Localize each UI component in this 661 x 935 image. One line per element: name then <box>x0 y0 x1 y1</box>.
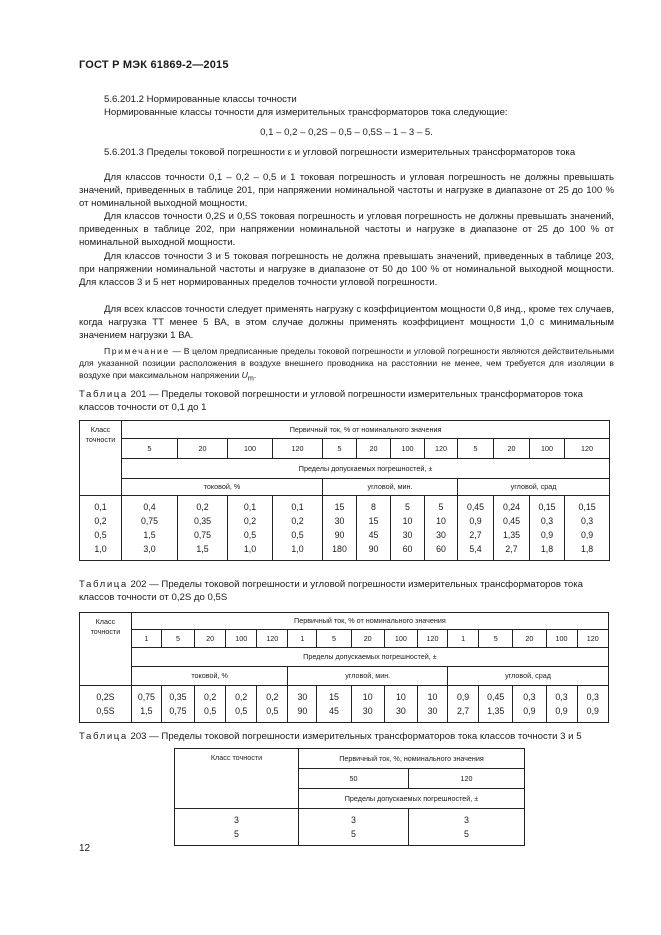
limit-value: 1,0 <box>273 542 323 561</box>
limit-value: 30 <box>351 704 384 723</box>
class-header: Класс точности <box>175 749 299 809</box>
limit-value: 5 <box>425 496 458 515</box>
current-value: 120 <box>273 439 323 459</box>
limit-value: 0,2 <box>178 496 228 515</box>
limit-value: 30 <box>417 704 447 723</box>
limit-value: 30 <box>391 528 425 542</box>
limit-value: 0,5 <box>273 528 323 542</box>
paragraph-table201-ref: Для классов точности 0,1 – 0,2 – 0,5 и 1 токовая погрешность и угловая погрешность не должны превышать значений, приведенных в таблице 201, при напряжении номинальной частоты и нагрузке в диапазоне от 25 до 100 % от номинальной выходной мощности. <box>79 172 614 210</box>
limit-value: 60 <box>425 542 458 561</box>
limit-value: 2,7 <box>448 704 479 723</box>
limit-value: 3 <box>299 809 409 828</box>
current-value: 100 <box>384 630 417 648</box>
current-value: 5 <box>479 630 513 648</box>
current-value: 5 <box>161 630 194 648</box>
limit-value: 5 <box>391 496 425 515</box>
current-value: 5 <box>122 439 178 459</box>
class-value: 5 <box>175 827 299 846</box>
current-value: 100 <box>546 630 577 648</box>
limit-value: 45 <box>317 704 351 723</box>
current-value: 5 <box>323 439 357 459</box>
current-value: 20 <box>351 630 384 648</box>
limit-value: 0,35 <box>161 686 194 705</box>
table-row <box>80 686 609 705</box>
limit-value: 5 <box>409 827 525 846</box>
class-value: 0,1 <box>80 496 122 515</box>
note: Примечание — В целом предписанные пределы токовой погрешности и угловой погрешности являются действительными для указанной позиции расположения в воздухе внешнего проводника на расстоянии не менее, чем требуется для изоляции в воздухе при максимальном напряжении $U_m$. <box>79 346 614 383</box>
limit-value: 15 <box>357 514 391 528</box>
limits-header: Пределы допускаемых погрешностей, ± <box>131 648 608 667</box>
limit-value: 10 <box>417 686 447 705</box>
limit-value: 0,5 <box>195 704 226 723</box>
current-value: 5 <box>317 630 351 648</box>
class-value: 0,2 <box>80 514 122 528</box>
table-row <box>175 827 525 846</box>
limit-value: 90 <box>288 704 317 723</box>
limit-value: 0,3 <box>577 686 608 705</box>
current-value: 1 <box>288 630 317 648</box>
class-value: 1,0 <box>80 542 122 561</box>
current-value: 20 <box>178 439 228 459</box>
limit-value: 0,2 <box>228 514 273 528</box>
limit-value: 1,8 <box>565 542 610 561</box>
table202-caption: Таблица 202 — Пределы токовой погрешности и угловой погрешности измерительных трансформаторов тока классов точности от 0,2S до 0,5S <box>79 579 583 603</box>
paragraph-table202-ref: Для классов точности 0,2S и 0,5S токовая погрешность и угловая погрешность не должны превышать значений, приведенных в таблице 202, при напряжении номинальной частоты и нагрузке в диапазоне от 25 до 100 % от номинальной выходной мощности. <box>79 211 614 249</box>
limits-header: Пределы допускаемых погрешностей, ± <box>122 459 610 479</box>
note-subscript: m <box>247 374 254 383</box>
section-title-classes: 5.6.201.2 Нормированные классы точности <box>104 94 297 105</box>
current-value: 100 <box>530 439 565 459</box>
current-value: 50 <box>299 769 409 789</box>
limit-value: 0,1 <box>273 496 323 515</box>
note-symbol: U <box>241 370 248 380</box>
current-value: 120 <box>577 630 608 648</box>
limit-value: 8 <box>357 496 391 515</box>
limit-value: 60 <box>391 542 425 561</box>
limit-value: 0,75 <box>161 704 194 723</box>
table-201 <box>79 420 610 561</box>
current-value: 100 <box>391 439 425 459</box>
angle-min-header: угловой, мин. <box>323 479 458 496</box>
current-value: 5 <box>458 439 494 459</box>
standard-header: ГОСТ Р МЭК 61869-2—2015 <box>79 59 229 71</box>
limit-value: 0,2 <box>195 686 226 705</box>
limit-value: 1,5 <box>122 528 178 542</box>
limit-value: 0,2 <box>273 514 323 528</box>
table-row <box>80 496 610 515</box>
classes-intro: Нормированные классы точности для измерительных трансформаторов тока следующие: <box>104 107 508 118</box>
limit-value: 0,9 <box>458 514 494 528</box>
table-row <box>175 809 525 828</box>
current-value: 120 <box>425 439 458 459</box>
section-title-limits: 5.6.201.3 Пределы токовой погрешности ε и угловой погрешности измерительных трансформаторов тока <box>104 147 576 158</box>
limit-value: 1,5 <box>131 704 161 723</box>
limit-value: 30 <box>288 686 317 705</box>
limit-value: 0,9 <box>546 704 577 723</box>
limit-value: 10 <box>391 514 425 528</box>
paragraph-power-factor: Для всех классов точности следует применять нагрузку с коэффициентом мощности 0,8 инд., кроме тех случаев, когда нагрузка ТТ менее 5 ВА, в этом случае должны применять коэффициент мощности 1,0 с минимальным значением нагрузки 1 ВА. <box>79 304 614 342</box>
angle-min-header: угловой, мин. <box>288 667 448 686</box>
limit-value: 90 <box>323 528 357 542</box>
limit-value: 10 <box>351 686 384 705</box>
current-value: 120 <box>409 769 525 789</box>
limit-value: 0,2 <box>226 686 257 705</box>
limit-value: 1,8 <box>530 542 565 561</box>
limit-value: 30 <box>425 528 458 542</box>
current-value: 1 <box>448 630 479 648</box>
limit-value: 180 <box>323 542 357 561</box>
limit-value: 0,9 <box>577 704 608 723</box>
table-row <box>80 528 610 542</box>
limit-value: 0,75 <box>178 528 228 542</box>
limit-value: 0,4 <box>122 496 178 515</box>
limit-value: 0,5 <box>226 704 257 723</box>
limit-value: 0,3 <box>513 686 546 705</box>
limit-value: 30 <box>323 514 357 528</box>
limit-value: 0,5 <box>257 704 288 723</box>
limit-value: 0,3 <box>530 514 565 528</box>
note-label: Примечание <box>104 346 170 356</box>
table203-caption: Таблица 203 — Пределы токовой погрешности измерительных трансформаторов тока классов точности 3 и 5 <box>79 731 582 742</box>
class-header: Класс точности <box>80 421 122 496</box>
current-value: 120 <box>257 630 288 648</box>
limit-value: 30 <box>384 704 417 723</box>
limit-value: 0,3 <box>565 514 610 528</box>
limit-value: 0,5 <box>228 528 273 542</box>
limit-value: 0,1 <box>228 496 273 515</box>
limit-value: 2,7 <box>458 528 494 542</box>
current-value: 1 <box>131 630 161 648</box>
current-value: 20 <box>357 439 391 459</box>
table-203 <box>174 748 525 846</box>
limit-value: 0,45 <box>494 514 530 528</box>
current-value: 100 <box>228 439 273 459</box>
limit-value: 0,9 <box>565 528 610 542</box>
class-value: 0,2S <box>80 686 132 705</box>
current-value: 120 <box>417 630 447 648</box>
class-value: 3 <box>175 809 299 828</box>
limit-value: 3,0 <box>122 542 178 561</box>
class-value: 0,5S <box>80 704 132 723</box>
limit-value: 5 <box>299 827 409 846</box>
angle-crad-header: угловой, срад <box>458 479 610 496</box>
current-header: Первичный ток, % от номинального значения <box>131 613 608 630</box>
limit-value: 1,35 <box>494 528 530 542</box>
current-header: Первичный ток, % от номинального значения <box>122 421 610 439</box>
current-value: 20 <box>494 439 530 459</box>
limit-value: 45 <box>357 528 391 542</box>
class-header: Класс точности <box>80 613 132 686</box>
table-row <box>80 542 610 561</box>
limits-header: Пределы допускаемых погрешностей, ± <box>299 789 525 809</box>
limit-value: 0,15 <box>565 496 610 515</box>
limit-value: 0,15 <box>530 496 565 515</box>
limit-value: 90 <box>357 542 391 561</box>
current-header: Первичный ток, %, номинального значения <box>299 749 525 769</box>
classes-list: 0,1 – 0,2 – 0,2S – 0,5 – 0,5S – 1 – 3 – 5. <box>260 127 433 138</box>
angle-crad-header: угловой, срад <box>448 667 609 686</box>
limit-value: 5,4 <box>458 542 494 561</box>
limit-value: 3 <box>409 809 525 828</box>
limit-value: 1,35 <box>479 704 513 723</box>
limit-value: 0,9 <box>513 704 546 723</box>
table-202 <box>79 612 609 723</box>
limit-value: 0,24 <box>494 496 530 515</box>
current-error-header: токовой, % <box>131 667 288 686</box>
limit-value: 0,2 <box>257 686 288 705</box>
limit-value: 15 <box>323 496 357 515</box>
limit-value: 0,9 <box>530 528 565 542</box>
current-value: 120 <box>565 439 610 459</box>
limit-value: 15 <box>317 686 351 705</box>
note-text: — В целом предписанные пределы токовой погрешности и угловой погрешности являются действительными для указанной позиции расположения в воздухе внешнего проводника на расстоянии не менее, чем требуется для изоляции в воздухе при максимальном напряжении <box>79 346 614 380</box>
limit-value: 10 <box>384 686 417 705</box>
paragraph-table203-ref: Для классов точности 3 и 5 токовая погрешность не должна превышать значений, приведенных в таблице 203, при напряжении номинальной частоты и нагрузке в диапазоне от 50 до 100 % от номинальной выходной мощности. Для классов 3 и 5 нет нормированных пределов точности угловой погрешности. <box>79 251 614 289</box>
current-value: 100 <box>226 630 257 648</box>
limit-value: 0,45 <box>479 686 513 705</box>
page-number: 12 <box>79 843 91 854</box>
limit-value: 10 <box>425 514 458 528</box>
limit-value: 0,45 <box>458 496 494 515</box>
table201-caption: Таблица 201 — Пределы токовой погрешности и угловой погрешности измерительных трансформаторов тока классов точности от 0,1 до 1 <box>79 389 583 413</box>
limit-value: 0,75 <box>131 686 161 705</box>
limit-value: 0,35 <box>178 514 228 528</box>
current-error-header: токовой, % <box>122 479 323 496</box>
table-row <box>80 514 610 528</box>
limit-value: 1,5 <box>178 542 228 561</box>
limit-value: 0,3 <box>546 686 577 705</box>
table-row <box>80 704 609 723</box>
class-value: 0,5 <box>80 528 122 542</box>
current-value: 20 <box>195 630 226 648</box>
current-value: 20 <box>513 630 546 648</box>
limit-value: 0,9 <box>448 686 479 705</box>
limit-value: 1,0 <box>228 542 273 561</box>
limit-value: 0,75 <box>122 514 178 528</box>
limit-value: 2,7 <box>494 542 530 561</box>
